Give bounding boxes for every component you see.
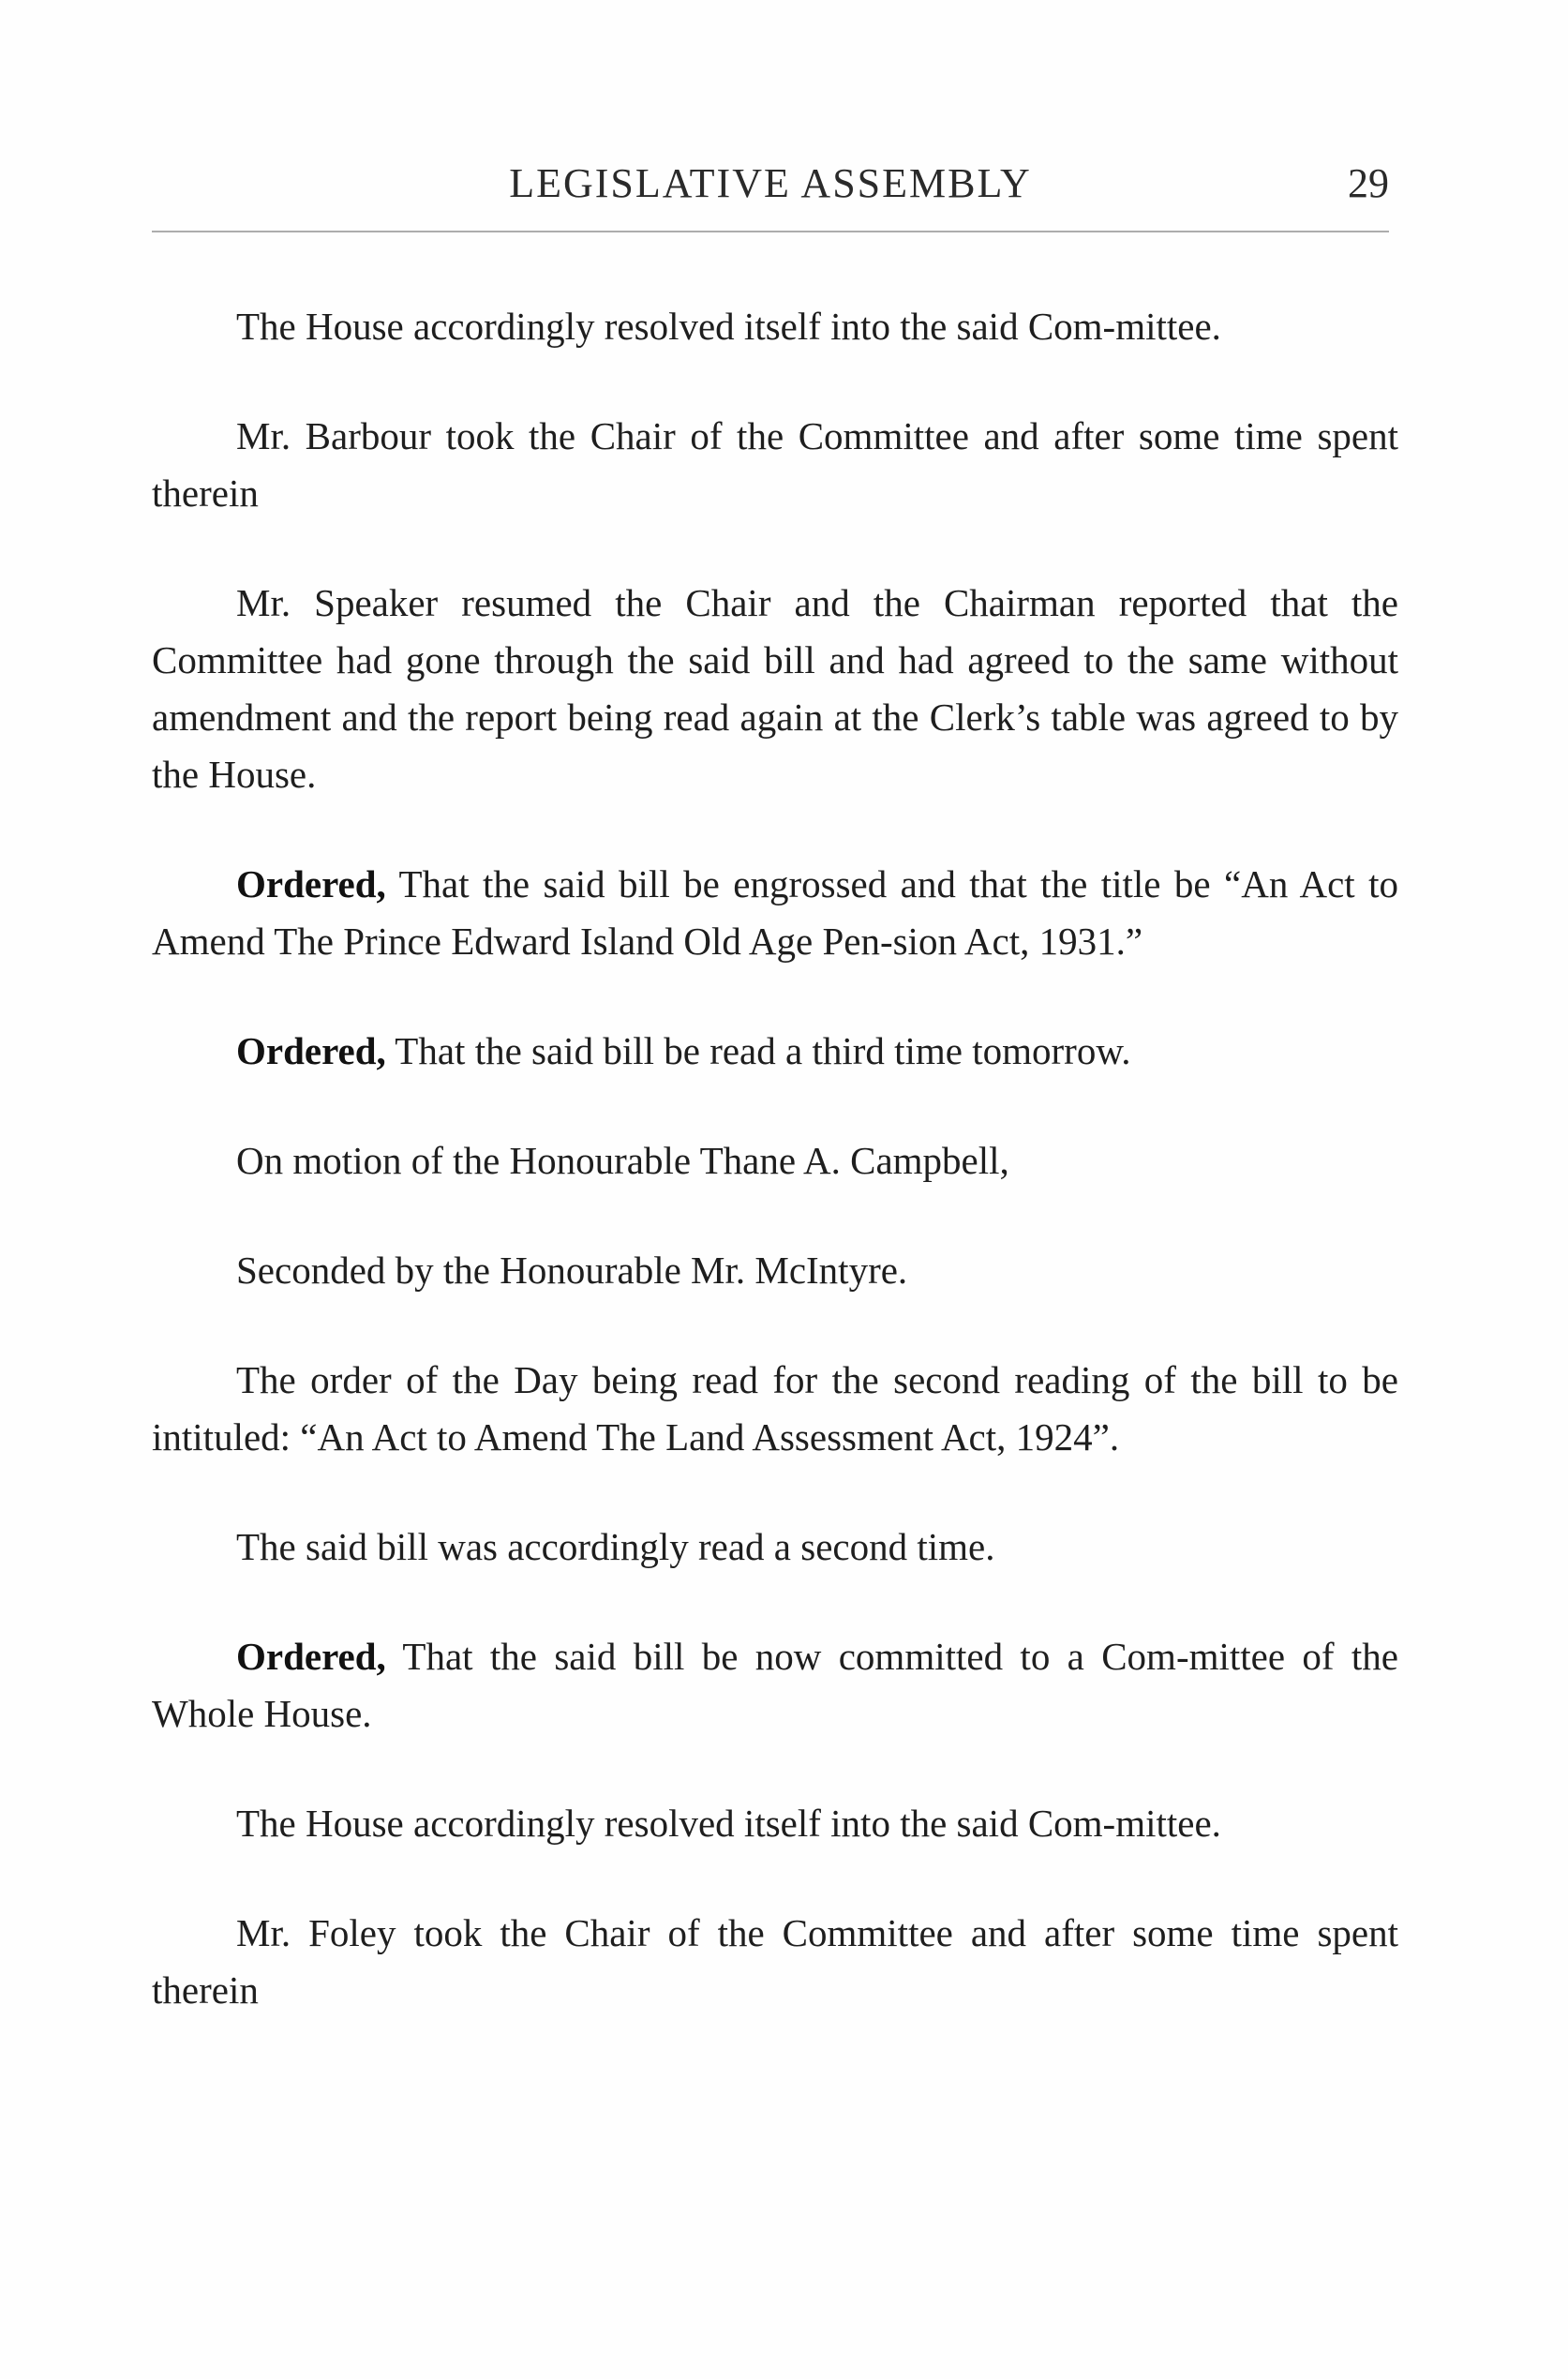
paragraph <box>152 1905 1398 2019</box>
document-body <box>152 298 1398 2072</box>
paragraph <box>152 1795 1398 1852</box>
page-header <box>152 159 1389 216</box>
paragraph-text: The said bill was accordingly read a second time. <box>236 1525 995 1568</box>
paragraph-text: On motion of the Honourable Thane A. Campbell, <box>236 1139 1009 1182</box>
paragraph-text: Seconded by the Honourable Mr. McIntyre. <box>236 1249 908 1292</box>
paragraph <box>152 298 1398 355</box>
paragraph-text: Mr. Speaker resumed the Chair and the Chairman reported that the Committee had gone through the said bill and had agreed to the same without amendment and the report being read again at the Clerk’s table was agreed to by the House. <box>152 581 1398 796</box>
paragraph-lead: Ordered, <box>236 862 386 905</box>
paragraph-lead: Ordered, <box>236 1635 386 1678</box>
paragraph-text: That the said bill be engrossed and that the title be “An Act to Amend The Prince Edward Island Old Age Pen-sion Act, 1931.” <box>152 862 1398 963</box>
header-rule <box>152 231 1389 232</box>
paragraph <box>152 856 1398 970</box>
paragraph <box>152 1242 1398 1299</box>
page-number: 29 <box>1348 160 1389 206</box>
paragraph <box>152 1628 1398 1743</box>
paragraph-text: That the said bill be now committed to a Com-mittee of the Whole House. <box>152 1635 1398 1735</box>
paragraph-text: Mr. Barbour took the Chair of the Committee and after some time spent therein <box>152 414 1398 515</box>
paragraph <box>152 408 1398 522</box>
running-title: LEGISLATIVE ASSEMBLY <box>509 160 1032 206</box>
paragraph-text: Mr. Foley took the Chair of the Committee and after some time spent therein <box>152 1911 1398 2012</box>
paragraph-text: The order of the Day being read for the second reading of the bill to be intituled: “An Act to Amend The Land Assessment Act, 1924”. <box>152 1358 1398 1459</box>
paragraph <box>152 1519 1398 1576</box>
paragraph-text: That the said bill be read a third time tomorrow. <box>385 1029 1131 1072</box>
paragraph-text: The House accordingly resolved itself into the said Com-mittee. <box>236 1802 1221 1845</box>
paragraph <box>152 1352 1398 1466</box>
paragraph-lead: Ordered, <box>236 1029 386 1072</box>
paragraph <box>152 1023 1398 1080</box>
paragraph <box>152 575 1398 803</box>
paragraph-text: The House accordingly resolved itself into the said Com-mittee. <box>236 305 1221 348</box>
paragraph <box>152 1132 1398 1190</box>
